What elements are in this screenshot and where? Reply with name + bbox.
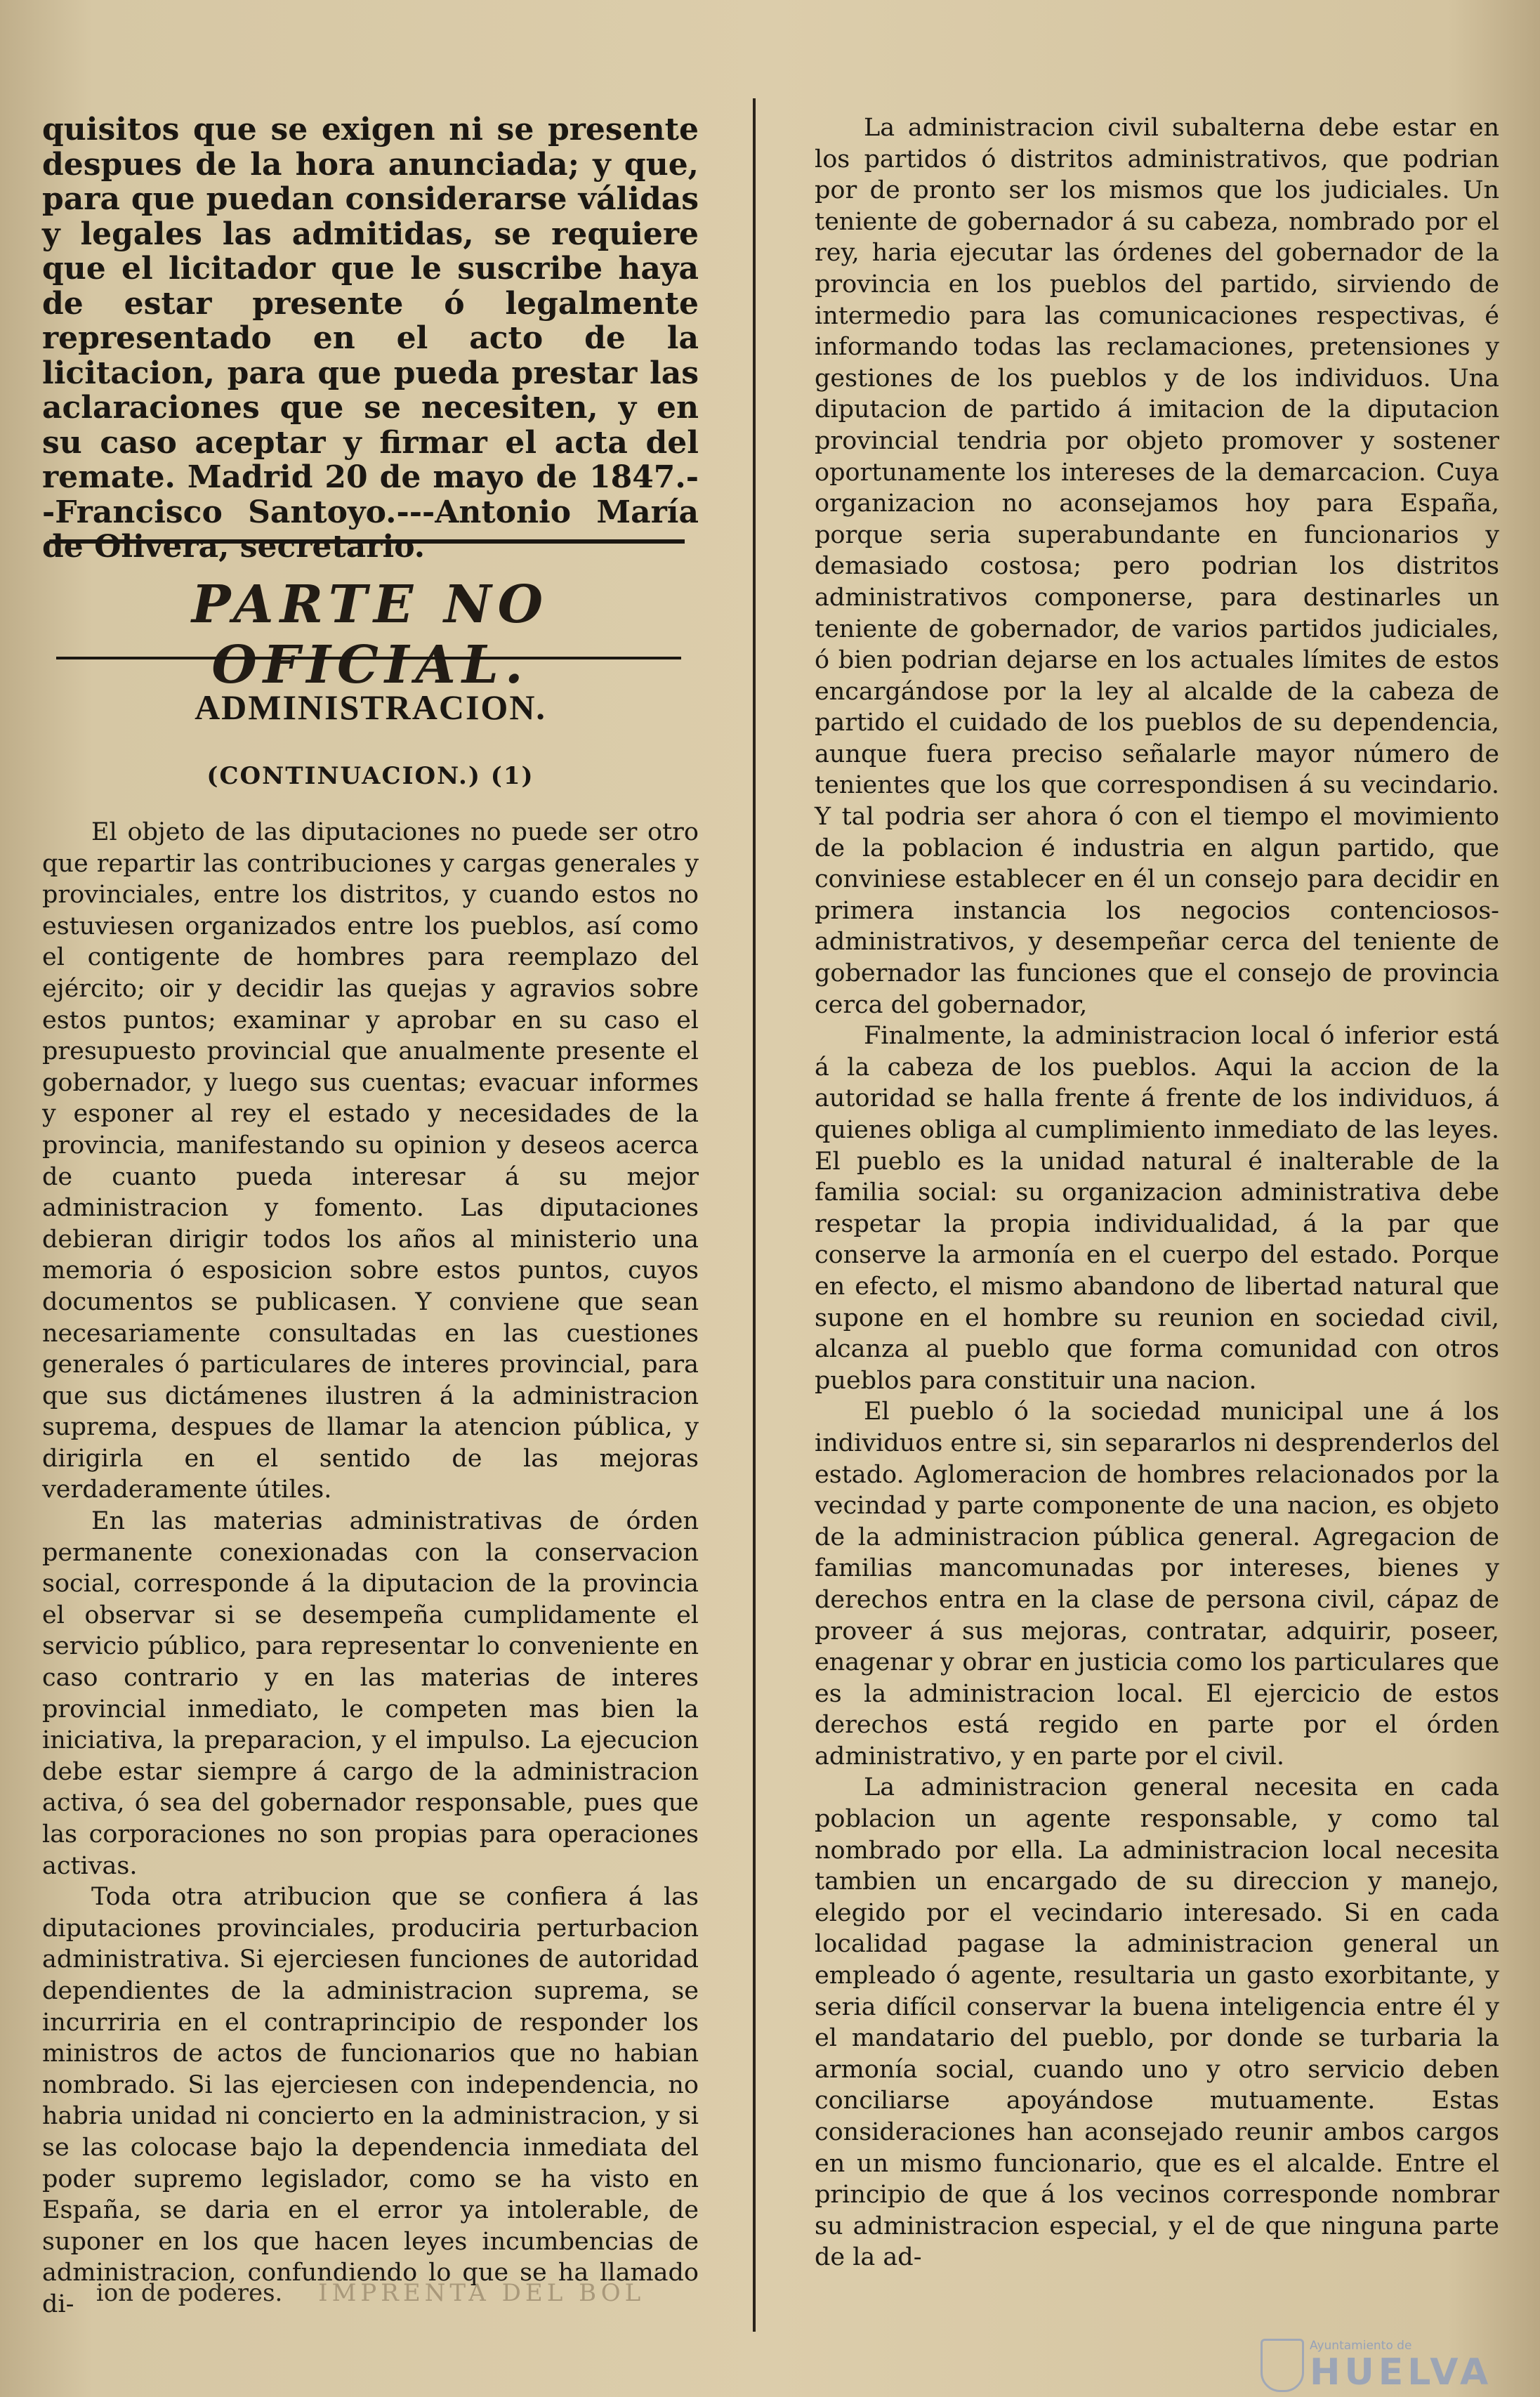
- right-paragraph-4: La administracion general necesita en cada poblacion un agente responsable, y como tal nombrado por ella. La administracion local necesita tambien un encargado de su direccion y manejo, elegido por el vecindario interesado. Si en cada localidad pagase la administracion general un empleado ó agente, resultaria un gasto exorbitante, y seria difícil conservar la buena inteligencia entre él y el mandatario del pueblo, por donde se turbaria la armonía social, cuando uno y otro servicio deben conciliarse apoyándose mutuamente. Estas consideraciones han aconsejado reunir ambos cargos en un mismo funcionario, que es el alcalde. Entre el principio de que á los vecinos corresponde nombrar su administracion especial, y el de que ninguna parte de la ad-: [815, 1773, 1499, 2272]
- right-paragraph-3: El pueblo ó la sociedad municipal une á los individuos entre si, sin separarlos ni desprenderlos del estado. Aglomeracion de hombres relacionados por la vecindad y parte componente de una nacion, es objeto de la administracion pública general. Agregacion de familias mancomunadas por intereses, bienes y derechos entra en la clase de persona civil, cápaz de proveer á sus mejoras, contratar, adquirir, poseer, enagenar y obrar en justicia como los particulares que es la administracion local. El ejercicio de estos derechos está regido en parte por el órden administrativo, y en parte por el civil.: [815, 1398, 1499, 1771]
- footer-line: [42, 2279, 699, 2307]
- section-title: ADMINISTRACION.: [195, 688, 546, 727]
- left-paragraph-2: En las materias administrativas de órden permanente conexionadas con la conservacion social, corresponde á la diputacion de la provincia el observar si se desempeña cumplidamente el servicio público, para representar lo conveniente en caso contrario y en las materias de interes provincial inmediato, le competen mas bien la iniciativa, la preparacion, y el impulso. La ejecucion debe estar siempre á cargo de la administracion activa, ó sea del gobernador responsable, pues que las corporaciones no son propias para operaciones activas.: [42, 1507, 699, 1880]
- watermark-big-text: HUELVA: [1310, 2351, 1493, 2393]
- footer-ghost-text: IMPRENTA DEL BOL: [318, 2279, 645, 2307]
- left-body: [42, 817, 699, 2320]
- watermark-small-text: Ayuntamiento de: [1310, 2339, 1412, 2353]
- masthead-rule-top: [49, 539, 685, 544]
- right-column: [815, 112, 1499, 2273]
- left-paragraph-1: El objeto de las diputaciones no puede ser otro que repartir las contribuciones y cargas generales y provinciales, entre los distritos, y cuando estos no estuviesen organizados entre los pueblos, así como el contigente de hombres para reemplazo del ejército; oir y decidir las quejas y agravios sobre estos puntos; examinar y aprobar en su caso el presupuesto provincial que anualmente presente el gobernador, y luego sus cuentas; evacuar informes y esponer al rey el estado y necesidades de la provincia, manifestando su opinion y deseos acerca de cuanto pueda interesar á su mejor administracion y fomento. Las diputaciones debieran dirigir todos los años al ministerio una memoria ó esposicion sobre estos puntos, cuyos documentos se publicasen. Y conviene que sean necesariamente consultadas en las cuestiones generales ó particulares de interes provincial, para que sus dictámenes ilustren á la administracion suprema, despues de llamar la atencion pública, y dirigirla en el sentido de las mejoras verdaderamente útiles.: [42, 818, 699, 1504]
- left-column: [42, 112, 699, 565]
- section-subtitle: (CONTINUACION.) (1): [206, 762, 534, 790]
- masthead-rule-bottom: [56, 657, 681, 659]
- lead-notice: [42, 112, 699, 565]
- masthead-title: PARTE NO OFICIAL.: [191, 574, 550, 695]
- right-paragraph-1: La administracion civil subalterna debe estar en los partidos ó distritos administrativos, que podrian por de pronto ser los mismos que los judiciales. Un teniente de gobernador á su cabeza, nombrado por el rey, haria ejecutar las órdenes del gobernador de la provincia en los pueblos del partido, sirviendo de intermedio para las comunicaciones respectivas, é informando todas las reclamaciones, pretensiones y gestiones de los pueblos y de los individuos. Una diputacion de partido á imitacion de la diputacion provincial tendria por objeto promover y sostener oportunamente los intereses de la demarcacion. Cuya organizacion no aconsejamos hoy para España, porque seria superabundante en funcionarios y demasiado costosa; pero podrian los distritos administrativos componerse, para destinarles un teniente de gobernador, de varios partidos judiciales, ó bien podrian dejarse en los actuales límites de estos encargándose por la ley al alcalde de la cabeza de partido el cuidado de los pueblos de su dependencia, aunque fuera preciso señalarle mayor número de tenientes que los que correspondisen á su vecindario. Y tal podria ser ahora ó con el tiempo el movimiento de la poblacion é industria en algun partido, que conviniese establecer en él un consejo para decidir en primera instancia los negocios contenciosos-administrativos, y desempeñar cerca del teniente de gobernador las funciones que el consejo de provincia cerca del gobernador,: [815, 114, 1499, 1019]
- footer-text: ion de poderes.: [96, 2279, 283, 2307]
- lead-paragraph: quisitos que se exigen ni se presente despues de la hora anunciada; y que, para que puedan considerarse válidas y legales las admitidas, se requiere que el licitador que le suscribe haya de estar presente ó legalmente representado en el acto de la licitacion, para que pueda prestar las aclaraciones que se necesiten, y en su caso aceptar y firmar el acta del remate. Madrid 20 de mayo de 1847.--Francisco Santoyo.---Antonio María de Olivera, secretario.: [42, 112, 699, 565]
- column-rule: [753, 98, 756, 2332]
- right-paragraph-2: Finalmente, la administracion local ó inferior está á la cabeza de los pueblos. Aqui la accion de la autoridad se halla frente á frente de los individuos, á quienes obliga al cumplimiento inmediato de las leyes. El pueblo es la unidad natural é inalterable de la familia social: su organizacion administrativa debe respetar la propia individualidad, á la par que conserve la armonía en el cuerpo del estado. Porque en efecto, el mismo abandono de libertad natural que supone en el hombre su reunion en sociedad civil, alcanza al pueblo que forma comunidad con otros pueblos para constituir una nacion.: [815, 1022, 1499, 1395]
- left-paragraph-3: Toda otra atribucion que se confiera á las diputaciones provinciales, produciria perturbacion administrativa. Si ejerciesen funciones de autoridad dependientes de la administracion suprema, se incurriria en el contraprincipio de responder los ministros de actos de funcionarios que no habian nombrado. Si las ejerciesen con independencia, no habria unidad ni concierto en la administracion, y si se las colocase bajo la dependencia inmediata del poder supremo legislador, como se ha visto en España, se daria en el error ya intolerable, de suponer en los que hacen leyes incumbencias de administracion, confundiendo lo que se ha llamado di-: [42, 1883, 699, 2318]
- archive-watermark: [1261, 2339, 1527, 2393]
- crest-icon: [1261, 2339, 1304, 2392]
